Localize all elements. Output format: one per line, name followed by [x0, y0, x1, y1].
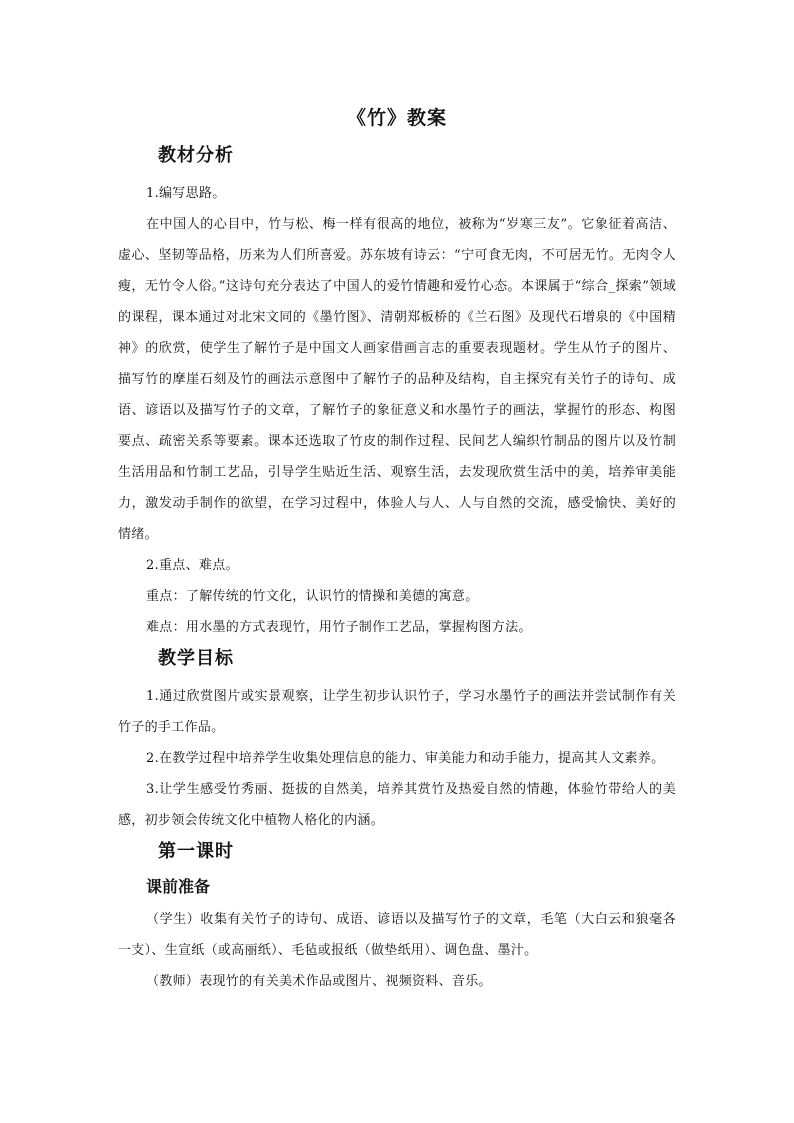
- teaching-goal-1: 1.通过欣赏图片或实景观察，让学生初步认识竹子，学习水墨竹子的画法并尝试制作有关竹子的手工作品。: [118, 689, 676, 735]
- teaching-goal-3: 3.让学生感受竹秀丽、挺拔的自然美，培养其赏竹及热爱自然的情趣，体验竹带给人的美感，初步领会传统文化中植物人格化的内涵。: [118, 782, 676, 828]
- document-body: [118, 104, 676, 997]
- subheading-preparation: 课前准备: [146, 877, 211, 896]
- student-preparation-text: （学生）收集有关竹子的诗句、成语、谚语以及描写竹子的文章，毛笔（大白云和狼毫各一支）、生宣纸（或高丽纸）、毛毡或报纸（做垫纸用）、调色盘、墨汁。: [118, 912, 676, 958]
- key-point-text: 重点：了解传统的竹文化，认识竹的情操和美德的寓意。: [146, 589, 479, 604]
- section-heading-materials-analysis: 教材分析: [158, 145, 234, 166]
- document-title: 《竹》教案: [346, 107, 447, 129]
- difficult-point-text: 难点：用水墨的方式表现竹，用竹子制作工艺品，掌握构图方法。: [146, 620, 532, 635]
- section-heading-first-lesson: 第一课时: [158, 841, 234, 862]
- writing-approach-label: 1.编写思路。: [146, 186, 226, 201]
- teaching-goal-2: 2.在教学过程中培养学生收集处理信息的能力、审美能力和动手能力，提高其人文素养。: [146, 751, 665, 766]
- writing-approach-paragraph: 在中国人的心目中，竹与松、梅一样有很高的地位，被称为“岁寒三友”。它象征着高洁、虚心、坚韧等品格，历来为人们所喜爱。苏东坡有诗云：“宁可食无肉，不可居无竹。无肉令人瘦，无竹令人俗。”这诗句充分表达了中国人的爱竹情趣和爱竹心态。本课属于“综合_探索”领域的课程，课本通过对北宋文同的《墨竹图》、清朝郑板桥的《兰石图》及现代石增泉的《中国精神》的欣赏，使学生了解竹子是中国文人画家借画言志的重要表现题材。学生从竹子的图片、描写竹的摩崖石刻及竹的画法示意图中了解竹子的品种及结构，自主探究有关竹子的诗句、成语、谚语以及描写竹子的文章，了解竹子的象征意义和水墨竹子的画法，掌握竹的形态、构图要点、疏密关系等要素。课本还选取了竹皮的制作过程、民间艺人编织竹制品的图片以及竹制生活用品和竹制工艺品，引导学生贴近生活、观察生活，去发现欣赏生活中的美，培养审美能力，激发动手制作的欲望，在学习过程中，体验人与人、人与自然的交流，感受愉快、美好的情绪。: [118, 217, 676, 542]
- teacher-preparation-text: （教师）表现竹的有关美术作品或图片、视频资料、音乐。: [146, 974, 492, 989]
- section-heading-teaching-goals: 教学目标: [158, 648, 234, 669]
- key-difficult-points-label: 2.重点、难点。: [146, 558, 239, 573]
